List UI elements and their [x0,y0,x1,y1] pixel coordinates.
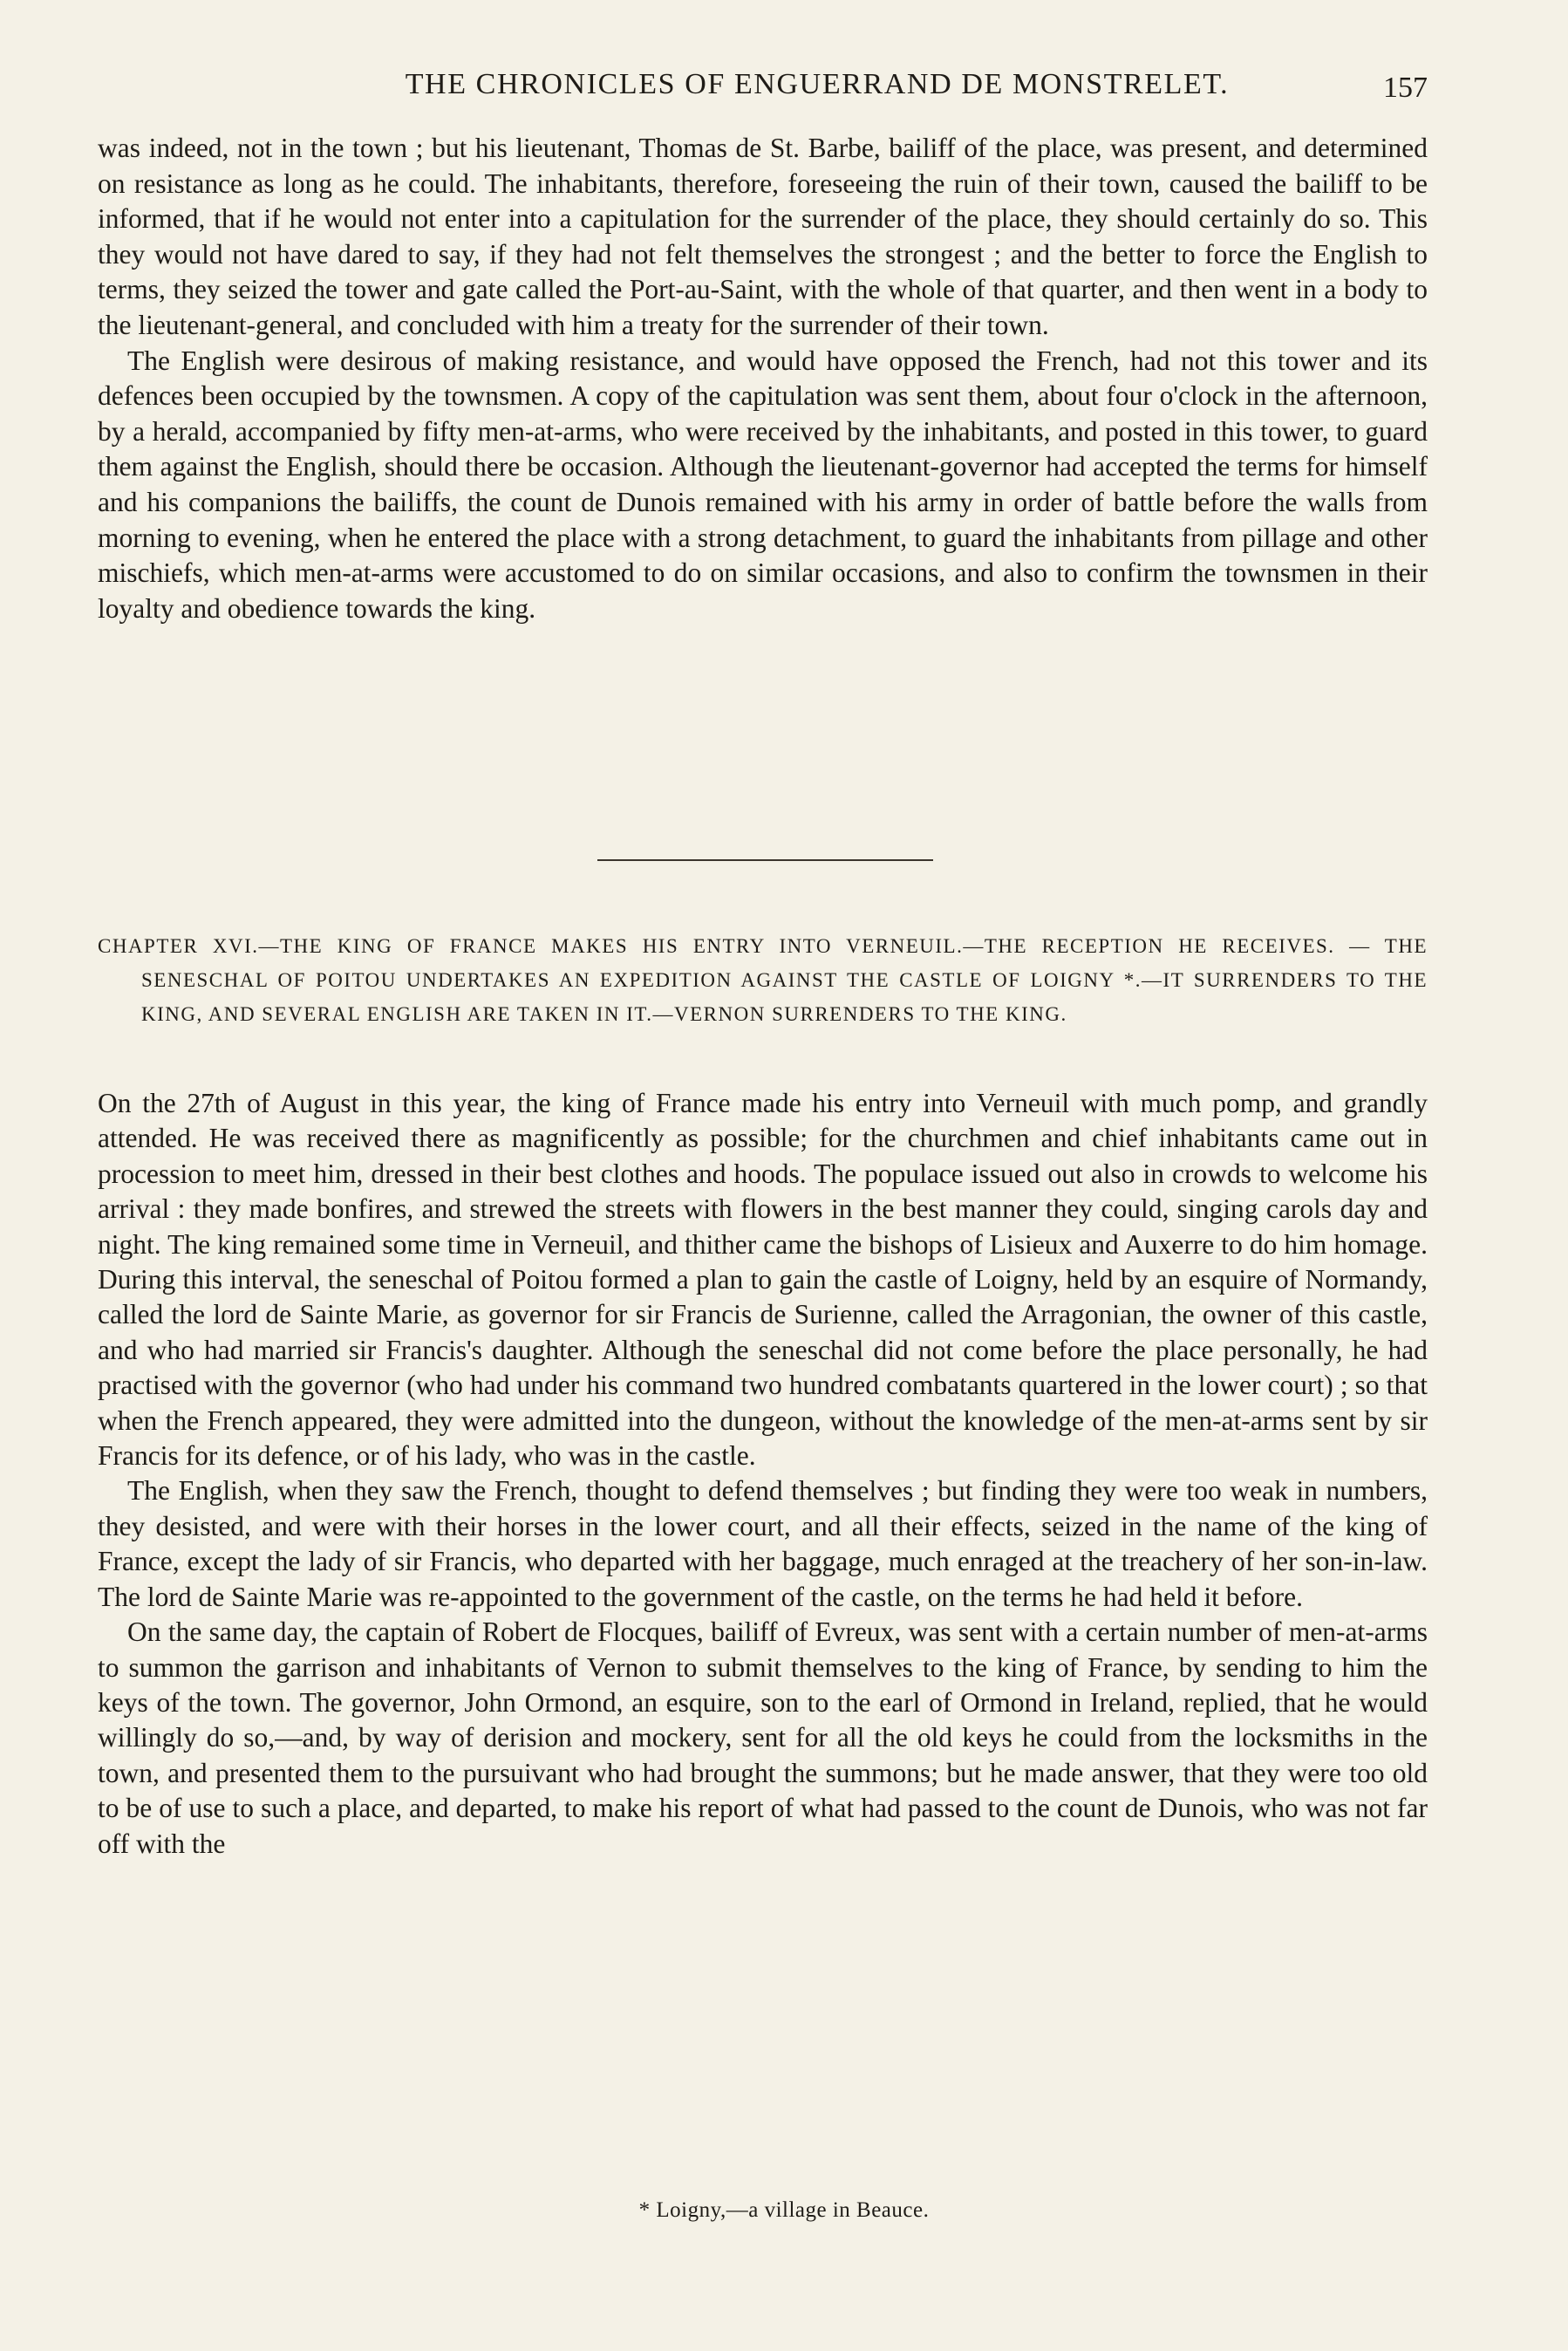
paragraph: The English were desirous of making resistance, and would have opposed the French, had not this tower and its defences been occupied by the townsmen. A copy of the capitulation was sent them, about four o'clock in the afternoon, by a herald, accompanied by fifty men-at-arms, who were received by the inhabitants, and posted in this tower, to guard them against the English, should there be occasion. Although the lieutenant-governor had accepted the terms for himself and his companions the bailiffs, the count de Dunois remained with his army in order of battle before the walls from morning to evening, when he entered the place with a strong detachment, to guard the inhabitants from pillage and other mischiefs, which men-at-arms were accustomed to do on similar occasions, and also to confirm the townsmen in their loyalty and obedience towards the king. [98,345,1428,624]
running-title: THE CHRONICLES OF ENGUERRAND DE MONSTRELET. [405,68,1230,100]
page-number: 157 [1383,72,1428,104]
chapter-heading-text: CHAPTER XVI.—THE KING OF FRANCE MAKES HIS ENTRY INTO VERNEUIL.—THE RECEPTION HE RECEIVES. — THE SENESCHAL OF POITOU UNDERTAKES AN EXPEDITION AGAINST THE CASTLE OF LOIGNY *.—IT SURRENDERS TO THE KING, AND SEVERAL ENGLISH ARE TAKEN IN IT.—VERNON SURRENDERS TO THE KING. [98,935,1428,1025]
chapter-heading [98,929,1428,1031]
first-word: On [98,1088,132,1118]
page-header [98,68,1428,112]
paragraph: The English, when they saw the French, thought to defend themselves ; but finding they were too weak in numbers, they desisted, and were with their horses in the lower court, and all their effects, seized in the name of the king of France, except the lady of sir Francis, who departed with her baggage, much enraged at the treachery of her son-in-law. The lord de Sainte Marie was re-appointed to the government of the castle, on the terms he had held it before. [98,1475,1428,1612]
paragraph: On the same day, the captain of Robert de Flocques, bailiff of Evreux, was sent with a certain number of men-at-arms to summon the garrison and inhabitants of Vernon to submit themselves to the king of France, by sending to him the keys of the town. The governor, John Ormond, an esquire, son to the earl of Ormond in Ireland, replied, that he would willingly do so,—and, by way of derision and mockery, sent for all the old keys he could from the locksmiths in the town, and presented them to the pursuivant who had brought the summons; but he made answer, that they were too old to be of use to such a place, and departed, to make his report of what had passed to the count de Dunois, who was not far off with the [98,1616,1428,1859]
paragraph [98,1086,1428,1473]
section-divider [597,859,933,861]
paragraph: was indeed, not in the town ; but his lieutenant, Thomas de St. Barbe, bailiff of the place, was present, and determined on resistance as long as he could. The inhabitants, therefore, foreseeing the ruin of their town, caused the bailiff to be informed, that if he would not enter into a capitulation for the surrender of the place, they should certainly do so. This they would not have dared to say, if they had not felt themselves the strongest ; and the better to force the English to terms, they seized the tower and gate called the Port-au-Saint, with the whole of that quarter, and then went in a body to the lieutenant-general, and concluded with him a treaty for the surrender of their town. [98,133,1428,340]
footnote: * Loigny,—a village in Beauce. [638,2198,930,2222]
opening-text [98,131,1428,626]
chapter-body [98,1086,1428,1862]
paragraph-text: the 27th of August in this year, the king of France made his entry into Verneuil with much pomp, and grandly attended. He was received there as magnificently as possible; for the churchmen and chief inhabitants came out in procession to meet him, dressed in their best clothes and hoods. The populace issued out also in crowds to welcome his arrival : they made bonfires, and strewed the streets with flowers in the best manner they could, singing carols day and night. The king remained some time in Verneuil, and thither came the bishops of Lisieux and Auxerre to do him homage. During this interval, the seneschal of Poitou formed a plan to gain the castle of Loigny, held by an esquire of Normandy, called the lord de Sainte Marie, as governor for sir Francis de Surienne, called the Arragonian, the owner of this castle, and who had married sir Francis's daughter. Although the seneschal did not come before the place personally, he had practised with the governor (who had under his command two hundred combatants quartered in the lower court) ; so that when the French appeared, they were admitted into the dungeon, without the knowledge of the men-at-arms sent by sir Francis for its defence, or of his lady, who was in the castle. [98,1088,1428,1472]
